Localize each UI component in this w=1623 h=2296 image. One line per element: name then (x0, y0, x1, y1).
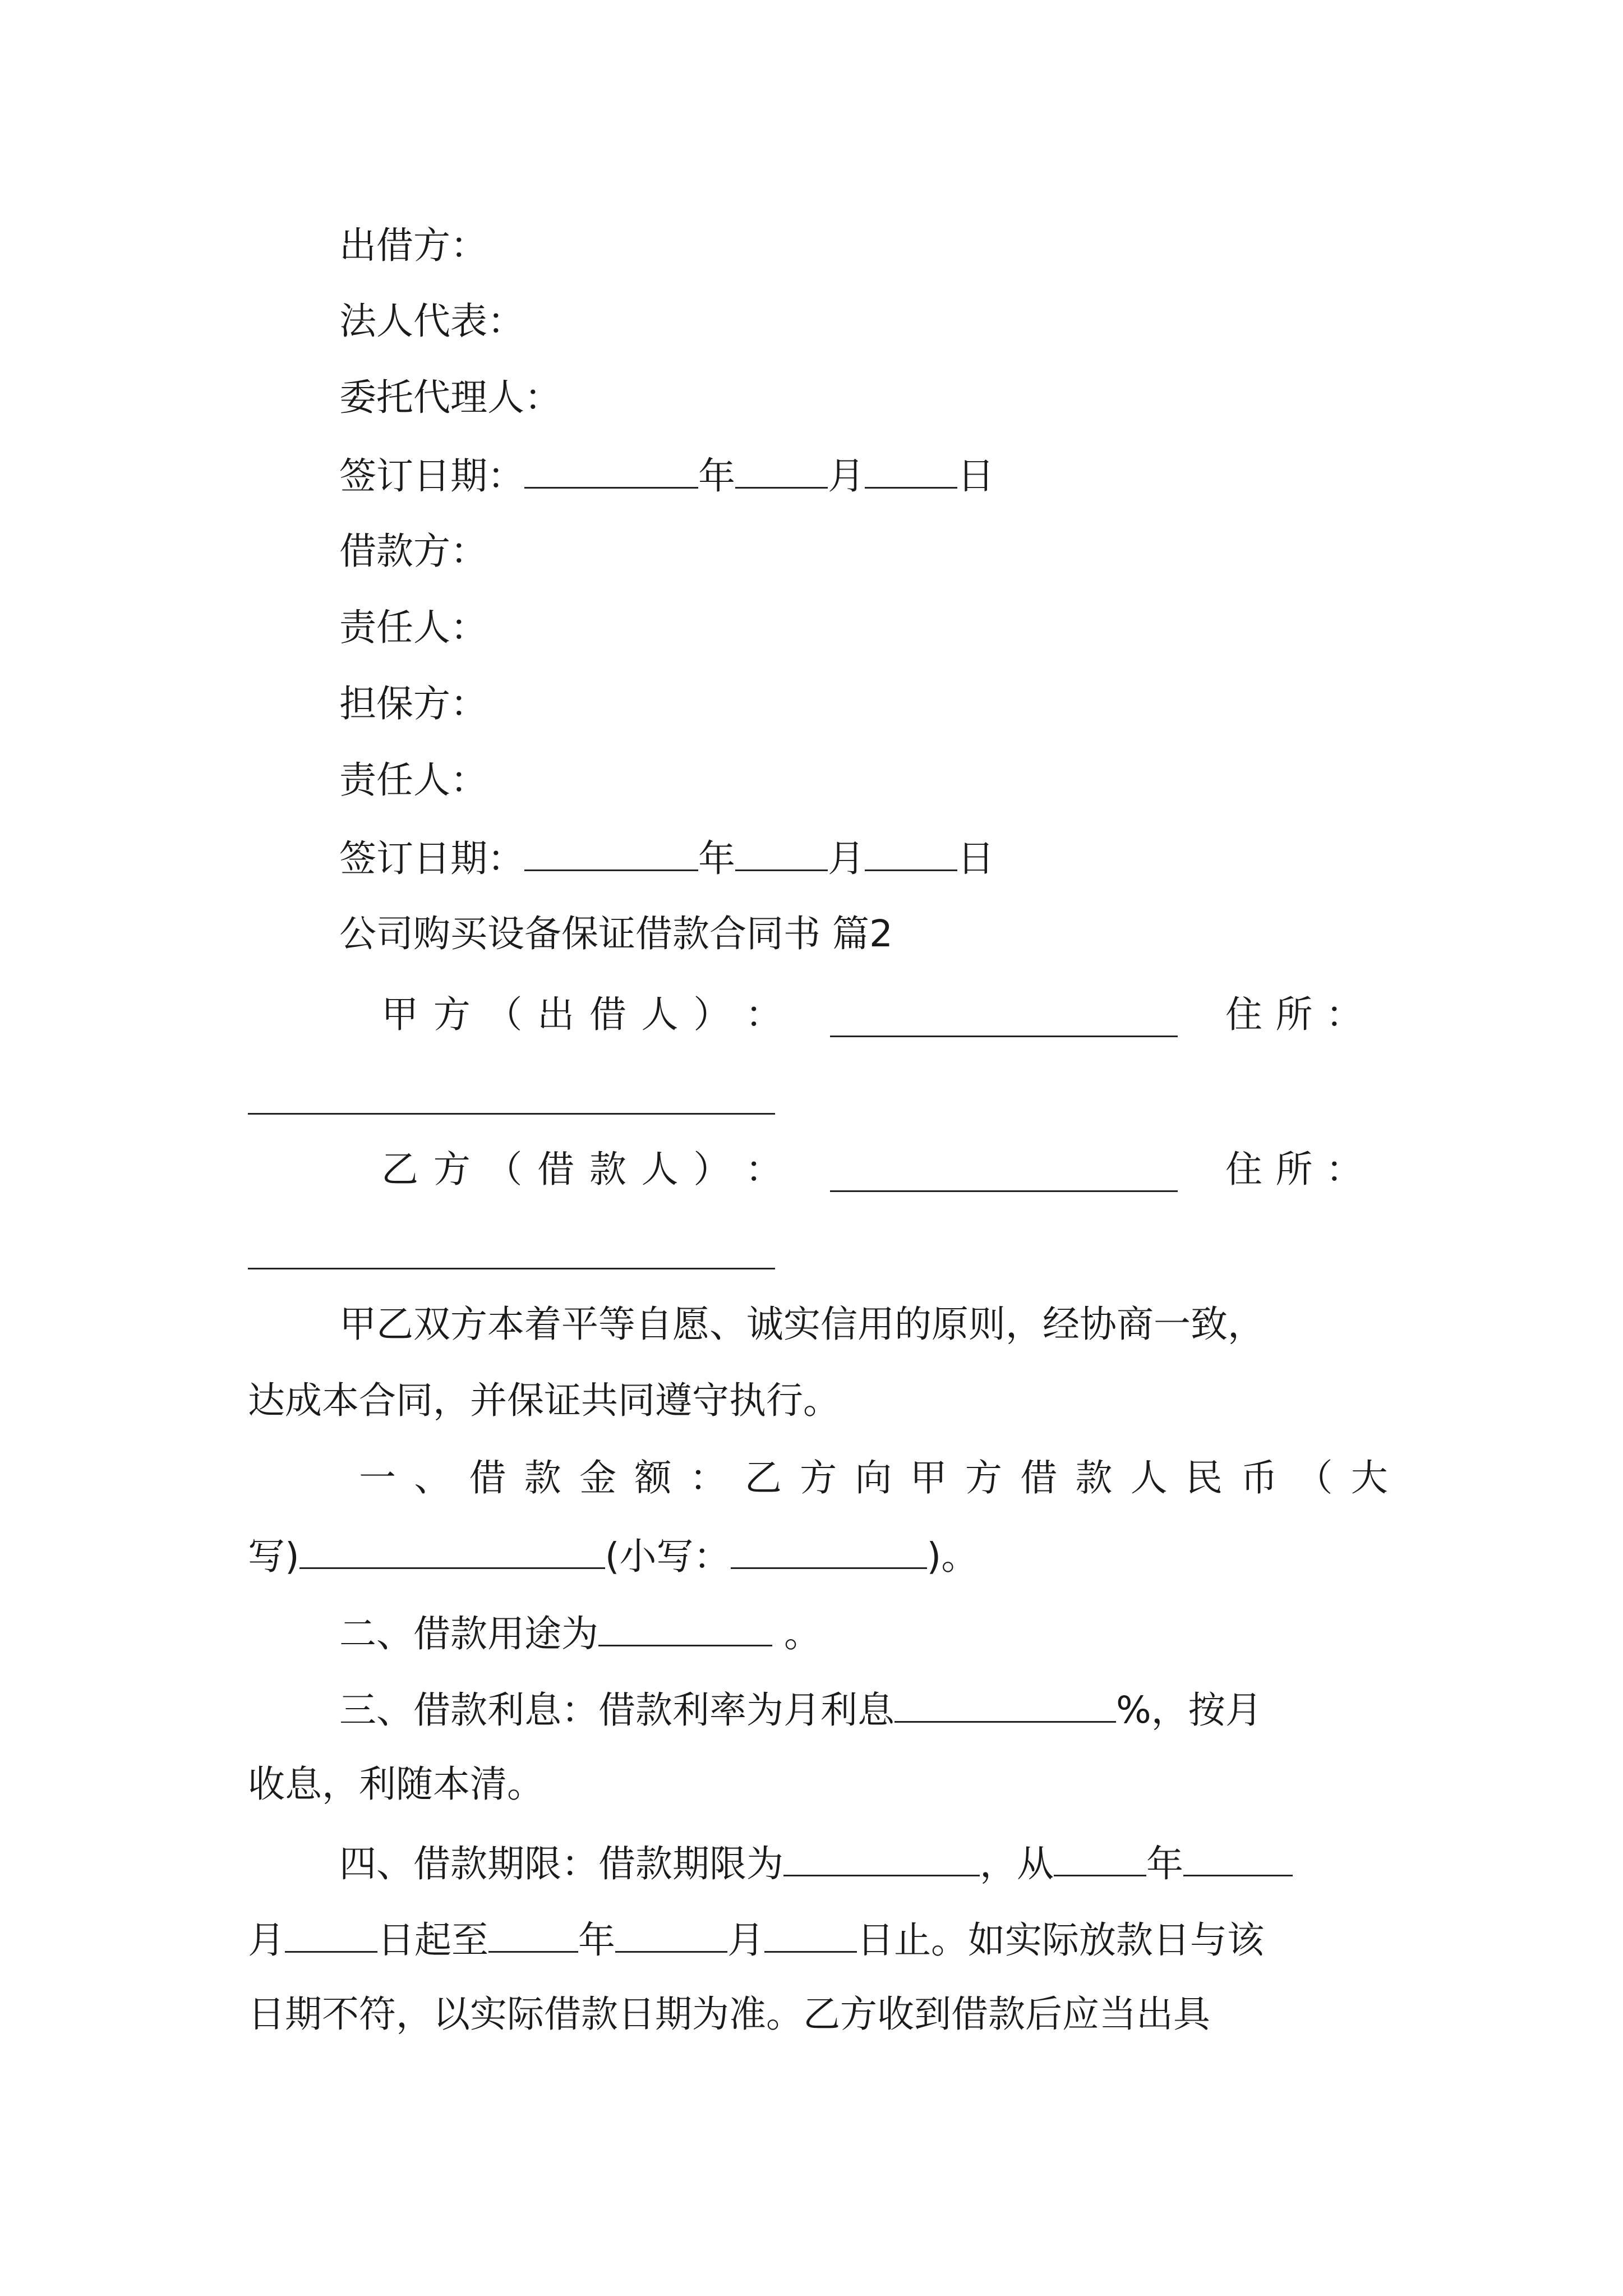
clause-2-end: 。 (772, 1612, 821, 1655)
clause-1-char: 借 (469, 1456, 506, 1499)
clause-1-char: 大 (1350, 1456, 1388, 1499)
clause-4-year: 年 (1146, 1842, 1183, 1885)
party-a-label (381, 993, 782, 1036)
clause-4-day-from: 日起至 (377, 1918, 488, 1962)
party-b-address-blank[interactable] (248, 1236, 775, 1269)
party-b-label (381, 1148, 782, 1191)
month-blank[interactable] (735, 838, 828, 871)
party-a-char: ： (745, 993, 782, 1036)
clause-4-label: 四、借款期限：借款期限为 (339, 1842, 783, 1885)
clause-1-char: 方 (965, 1456, 1002, 1499)
clause-4-rest: 日止。如实际放款日与该 (857, 1918, 1264, 1962)
agent-label: 委托代理人： (339, 376, 561, 419)
clause-1-char: ： (689, 1456, 727, 1499)
end-day-blank[interactable] (764, 1920, 857, 1953)
clause-2-label: 二、借款用途为 (339, 1612, 598, 1655)
party-a-address-label (1225, 993, 1363, 1036)
year-blank[interactable] (524, 838, 698, 871)
party-b-char: 借 (537, 1148, 575, 1191)
month-blank[interactable] (735, 455, 828, 489)
party-a-char: ） (693, 993, 731, 1036)
clause-1-uppercase-label: 写) (248, 1535, 299, 1578)
clause-3-line-1 (339, 1688, 1262, 1732)
clause-1-char: 、 (414, 1456, 451, 1499)
clause-1-char: 款 (524, 1456, 561, 1499)
clause-2 (339, 1613, 821, 1653)
start-year-blank[interactable] (1054, 1843, 1146, 1876)
clause-3-rest: %，按月 (1116, 1688, 1262, 1732)
party-b-char: ： (745, 1148, 782, 1191)
clause-1-char: 民 (1185, 1456, 1223, 1499)
party-b-address-label (1225, 1148, 1363, 1191)
month-label: 月 (828, 837, 865, 880)
day-blank[interactable] (865, 838, 957, 871)
sign-date-label: 签订日期： (339, 837, 524, 880)
party-a-char: 人 (641, 993, 679, 1036)
borrower-label: 借款方： (339, 530, 487, 573)
sign-date-line-1 (339, 454, 994, 498)
party-b-char: 人 (641, 1148, 679, 1191)
clause-1-line-1 (359, 1456, 1388, 1499)
address-char: ： (1326, 993, 1363, 1036)
clause-4-year-2: 年 (578, 1918, 615, 1962)
clause-1-close: )。 (926, 1535, 979, 1578)
clause-1-char: 币 (1241, 1456, 1278, 1499)
end-month-blank[interactable] (615, 1920, 727, 1953)
party-a-char: （ (485, 993, 523, 1036)
party-b-char: 方 (433, 1148, 471, 1191)
clause-4-month: 月 (248, 1918, 285, 1962)
clause-1-char: 额 (634, 1456, 672, 1499)
end-year-blank[interactable] (488, 1920, 578, 1953)
amount-uppercase-blank[interactable] (299, 1536, 605, 1569)
purpose-blank[interactable] (598, 1613, 772, 1646)
party-a-char: 出 (537, 993, 575, 1036)
clause-4-line-3: 日期不符，以实际借款日期为准。乙方收到借款后应当出具 (248, 1993, 1210, 2036)
intro-line-1: 甲乙双方本着平等自愿、诚实信用的原则，经协商一致， (339, 1303, 1265, 1346)
address-char: 所 (1275, 1148, 1313, 1191)
clause-1-char: （ (1295, 1456, 1333, 1499)
loan-term-blank[interactable] (783, 1843, 980, 1876)
legal-rep-label: 法人代表： (339, 300, 524, 343)
clause-4-line-2 (248, 1918, 1264, 1962)
guarantor-label: 担保方： (339, 682, 487, 725)
clause-1-char: 人 (1130, 1456, 1168, 1499)
clause-1-line-2 (248, 1535, 979, 1578)
borrower-responsible-label: 责任人： (339, 606, 487, 649)
clause-3-line-2: 收息，利随本清。 (248, 1763, 544, 1806)
clause-4-month-2: 月 (727, 1918, 764, 1962)
party-a-address-blank[interactable] (248, 1082, 775, 1115)
address-char: ： (1326, 1148, 1363, 1191)
clause-1-char: 一 (359, 1456, 396, 1499)
party-b-char: 乙 (381, 1148, 418, 1191)
party-b-char: 款 (589, 1148, 626, 1191)
interest-rate-blank[interactable] (895, 1690, 1116, 1723)
clause-1-lowercase-label: (小写： (605, 1535, 731, 1578)
section-title: 公司购买设备保证借款合同书 篇2 (339, 912, 893, 955)
intro-line-2: 达成本合同，并保证共同遵守执行。 (248, 1379, 840, 1422)
address-char: 住 (1225, 1148, 1262, 1191)
day-label: 日 (957, 837, 994, 880)
clause-1-char: 金 (579, 1456, 617, 1499)
party-a-char: 借 (589, 993, 626, 1036)
address-char: 住 (1225, 993, 1262, 1036)
clause-1-char: 向 (855, 1456, 892, 1499)
clause-4-line-1 (339, 1843, 1293, 1883)
sign-date-line-2 (339, 837, 994, 880)
clause-4-from: ，从 (980, 1842, 1054, 1885)
year-label: 年 (698, 837, 735, 880)
start-day-blank[interactable] (285, 1920, 377, 1953)
party-b-name-blank[interactable] (830, 1159, 1178, 1192)
address-char: 所 (1275, 993, 1313, 1036)
clause-1-char: 款 (1075, 1456, 1113, 1499)
amount-lowercase-blank[interactable] (731, 1536, 927, 1569)
clause-1-char: 甲 (910, 1456, 947, 1499)
clause-3-label: 三、借款利息：借款利率为月利息 (339, 1688, 895, 1732)
month-label: 月 (828, 454, 865, 498)
clause-1-char: 借 (1020, 1456, 1058, 1499)
year-label: 年 (698, 454, 735, 498)
day-blank[interactable] (865, 455, 957, 489)
sign-date-label: 签订日期： (339, 454, 524, 498)
clause-1-char: 方 (800, 1456, 837, 1499)
clause-1-char: 乙 (744, 1456, 782, 1499)
party-a-char: 方 (433, 993, 471, 1036)
year-blank[interactable] (524, 455, 698, 489)
party-b-char: （ (485, 1148, 523, 1191)
day-label: 日 (957, 454, 994, 498)
guarantor-responsible-label: 责任人： (339, 758, 487, 802)
party-a-name-blank[interactable] (830, 1004, 1178, 1037)
lender-label: 出借方： (339, 224, 487, 267)
party-a-char: 甲 (381, 993, 418, 1036)
party-b-char: ） (693, 1148, 731, 1191)
start-month-blank[interactable] (1183, 1843, 1293, 1876)
